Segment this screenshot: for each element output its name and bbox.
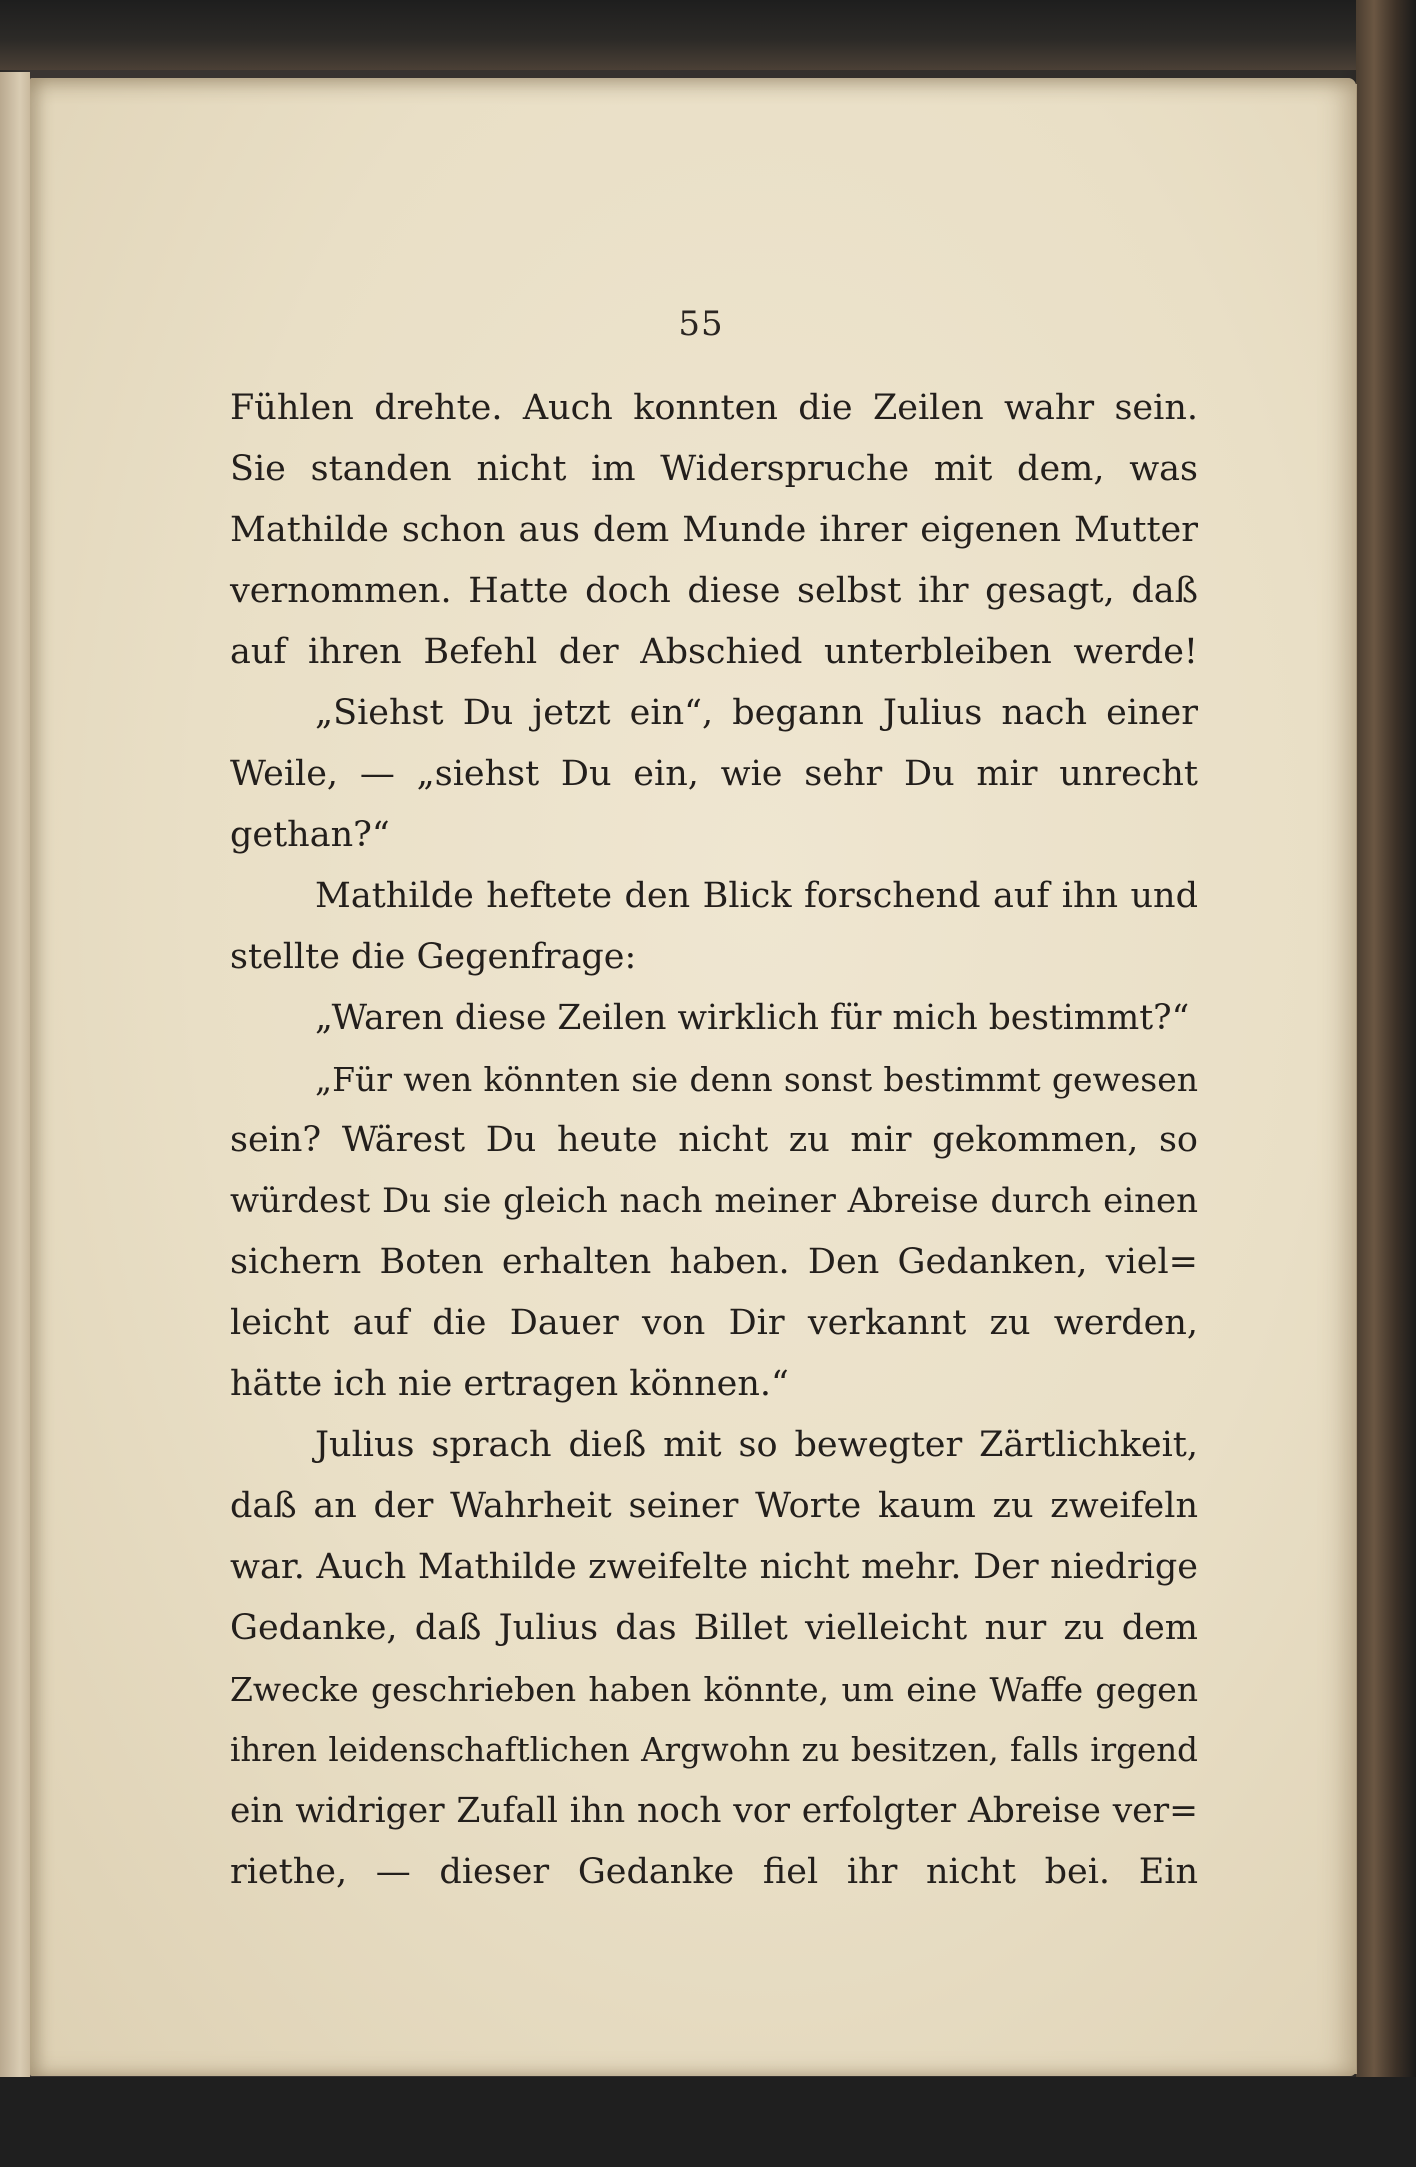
text-line: Mathilde heftete den Blick forschend auf ihn und bbox=[315, 876, 1198, 916]
facing-page-edge bbox=[0, 72, 30, 2077]
text-line: daß an der Wahrheit seiner Worte kaum zu zweifeln bbox=[230, 1486, 1198, 1526]
book-cover-top bbox=[0, 0, 1416, 70]
text-line: Julius sprach dieß mit so bewegter Zärtlichkeit, bbox=[315, 1425, 1198, 1465]
text-line: hätte ich nie ertragen können.“ bbox=[230, 1364, 789, 1404]
text-line: Zwecke geschrieben haben könnte, um eine Waffe gegen bbox=[230, 1670, 1198, 1709]
text-line: Gedanke, daß Julius das Billet vielleicht nur zu dem bbox=[230, 1608, 1198, 1648]
text-line: war. Auch Mathilde zweifelte nicht mehr. Der niedrige bbox=[230, 1547, 1198, 1587]
text-line: ihren leidenschaftlichen Argwohn zu besitzen, falls irgend bbox=[230, 1731, 1198, 1769]
page-text bbox=[230, 378, 1198, 1903]
text-line: auf ihren Befehl der Abschied unterbleiben werde! bbox=[230, 632, 1198, 672]
text-line: würdest Du sie gleich nach meiner Abreise durch einen bbox=[230, 1181, 1198, 1221]
text-line: „Siehst Du jetzt ein“, begann Julius nach einer bbox=[315, 693, 1198, 733]
text-line: leicht auf die Dauer von Dir verkannt zu werden, bbox=[230, 1303, 1198, 1343]
text-line: sein? Wärest Du heute nicht zu mir gekommen, so bbox=[230, 1120, 1198, 1160]
book-page bbox=[30, 78, 1356, 2076]
text-line: Mathilde schon aus dem Munde ihrer eigenen Mutter bbox=[230, 510, 1198, 550]
text-line: Fühlen drehte. Auch konnten die Zeilen wahr sein. bbox=[230, 388, 1198, 428]
text-line: „Für wen könnten sie denn sonst bestimmt gewesen bbox=[315, 1060, 1198, 1099]
text-line: sichern Boten erhalten haben. Den Gedanken, viel= bbox=[230, 1242, 1198, 1282]
text-line: riethe, — dieser Gedanke fiel ihr nicht bei. Ein bbox=[230, 1852, 1198, 1892]
text-line: ein widriger Zufall ihn noch vor erfolgter Abreise ver= bbox=[230, 1791, 1198, 1831]
text-line: stellte die Gegenfrage: bbox=[230, 937, 637, 977]
text-line: Sie standen nicht im Widerspruche mit dem, was bbox=[230, 449, 1198, 489]
book-cover-bottom bbox=[0, 2077, 1416, 2167]
text-line: vernommen. Hatte doch diese selbst ihr gesagt, daß bbox=[230, 571, 1198, 611]
text-line: „Waren diese Zeilen wirklich für mich bestimmt?“ bbox=[315, 998, 1190, 1038]
text-line: gethan?“ bbox=[230, 815, 390, 855]
text-line: Weile, — „siehst Du ein, wie sehr Du mir unrecht bbox=[230, 754, 1198, 794]
page-number: 55 bbox=[678, 304, 724, 344]
